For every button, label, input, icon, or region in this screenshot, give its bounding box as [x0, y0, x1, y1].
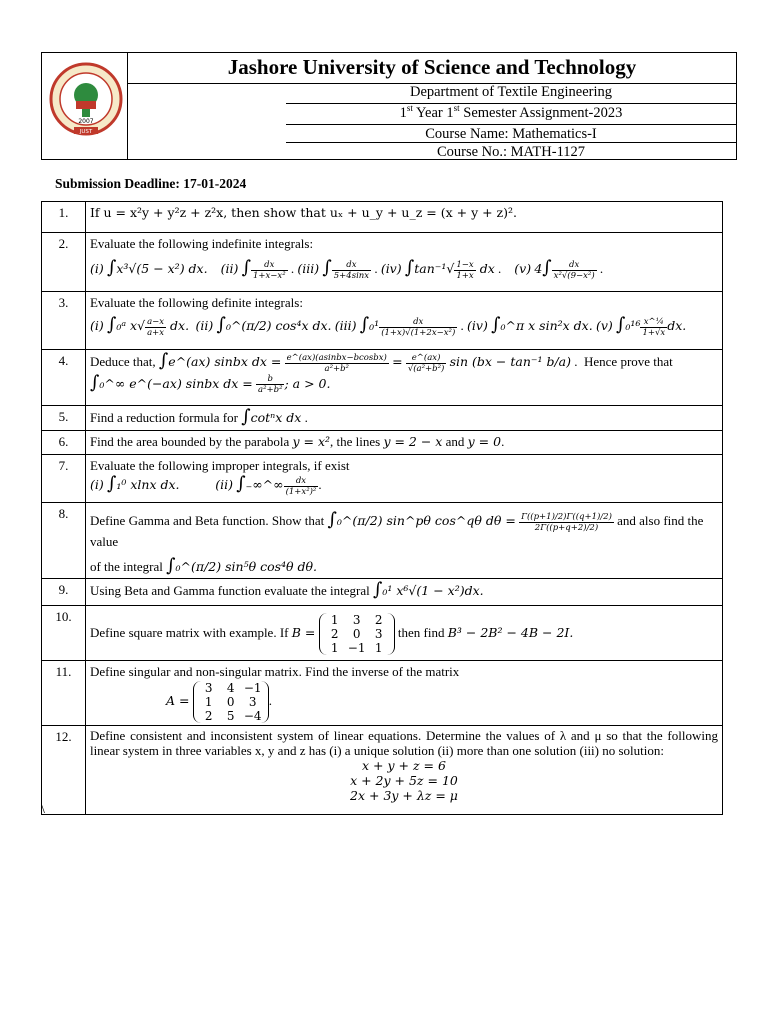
department-name: Department of Textile Engineering — [409, 84, 613, 100]
question-text: Evaluate the following indefinite integrals: (i) ∫x³√(5 − x²) dx. (ii) ∫ $\frac{dx}{\text{1+x−x²}}$ . (iii) ∫ $\frac{dx}{5+4\sin x}$ . (iv) ∫tan⁻¹√ $\frac{1-x}{1+x}$ dx . (v) 4∫ $\frac{dx}{\text{x²√(9−x²)}}$ . — [85, 233, 722, 292]
table-row — [42, 455, 723, 503]
question-number: 8. — [42, 503, 86, 579]
question-text: Using Beta and Gamma function evaluate the integral ∫₀¹ x⁶√(1 − x²)dx. — [85, 578, 722, 605]
semester-row: 1st Year 1st Semester Assignment-2023 — [286, 103, 736, 123]
question-number: 7. — [42, 455, 86, 503]
question-text: Evaluate the following definite integrals: (i) ∫₀ᵃ x√ $\frac{a-x}{a+x}$ dx. (ii) ∫₀^(π/2) cos⁴x dx. (iii) ∫₀¹ $\frac{dx}{\text{(1+x)√(1+2x−x²)}}$ . (iv) ∫₀^π x sin²x dx. (v) ∫₀¹⁶ $\frac{\text{x\textasciicircum{}¼}}{1+√x}$ dx. — [85, 292, 722, 350]
table-row — [42, 406, 723, 431]
question-number: 2. — [42, 233, 86, 292]
question-text: Find the area bounded by the parabola y = x², the lines y = 2 − x and y = 0. — [85, 431, 722, 455]
logo-cell — [42, 53, 128, 159]
table-row — [42, 660, 723, 725]
table-row — [42, 725, 723, 814]
svg-text:2007: 2007 — [78, 118, 94, 125]
integrals-list: (i) ∫₀ᵃ x√ $\frac{a-x}{a+x}$ dx. (ii) ∫₀^(π/2) cos⁴x dx. (iii) ∫₀¹ $\frac{dx}{\text{(1+x)√(1+2x−x²)}}$ . (iv) ∫₀^π x sin²x dx. (v) ∫₀¹⁶ $\frac{\text{x\textasciicircum{}¼}}{1+√x}$ dx. — [89, 314, 687, 338]
question-number: 11. — [42, 660, 86, 725]
question-number: 4. — [42, 350, 86, 406]
question-text: Define Gamma and Beta function. Show that ∫₀^(π/2) sin^pθ cos^qθ dθ = $\frac{\Gamma((p+1)/2)\Gamma((q+1)/2)}{2\Gamma((p+q+2)/2)}$ and also find the value of the integral ∫₀^(π/2) sin⁵θ cos⁴θ dθ. — [85, 503, 722, 579]
equation: x + y + z = 6 — [362, 757, 446, 773]
matrix-a: 3 4 −1 1 0 3 2 5 −4 — [193, 681, 269, 723]
questions-table — [41, 201, 723, 815]
submission-deadline: Submission Deadline: 17-01-2024 — [55, 176, 247, 191]
table-row — [42, 578, 723, 605]
question-number: 12. — [42, 725, 86, 814]
equation: 2x + 3y + λz = μ — [350, 787, 458, 803]
matrix-b: 1 3 2 2 0 3 1 −1 1 — [319, 613, 395, 655]
department-row — [286, 83, 736, 102]
table-row — [42, 503, 723, 579]
header-box — [41, 52, 737, 160]
question-text: Define singular and non-singular matrix. Find the inverse of the matrix A = 3 4 −1 1 0 3 2 5 −4 . — [85, 660, 722, 725]
table-row — [42, 350, 723, 406]
question-text: If u = x²y + y²z + z²x, then show that uₓ + u_y + u_z = (x + y + z)². — [85, 202, 722, 233]
question-number: 5. — [42, 406, 86, 431]
question-number: 3. — [42, 292, 86, 350]
course-no-row — [286, 142, 736, 162]
question-text: Find a reduction formula for ∫cotⁿx dx . — [85, 406, 722, 431]
course-name: Course Name: Mathematics-I — [425, 126, 597, 142]
course-name-row — [286, 124, 736, 144]
table-row — [42, 233, 723, 292]
table-row — [42, 292, 723, 350]
question-text: Define consistent and inconsistent system of linear equations. Determine the values of λ and μ so that the following linear system in three variables x, y and z has (i) a unique solution (ii) more than one solution (iii) no solution: x + y + z = 6 x + 2y + 5z = 10 2x + 3y + λz = μ — [85, 725, 722, 814]
question-number: 10. — [42, 605, 86, 660]
question-text: Deduce that, ∫e^(ax) sinbx dx = $\frac{\text{e\textasciicircum{}(ax)(asinbx−bcosbx)}}{\text{a²+b²}}$ = $\frac{e\^{}(ax)}{\text{√(a²+b²)}}$ sin (bx − tan⁻¹ b/a) . Hence prove that ∫₀^∞ e^(−ax) sinbx dx = $\frac{b}{\text{a²+b²}}$ ; a > 0. — [85, 350, 722, 406]
integrals-list: (i) ∫x³√(5 − x²) dx. (ii) ∫ $\frac{dx}{\text{1+x−x²}}$ . (iii) ∫ $\frac{dx}{5+4\sin x}$ . (iv) ∫tan⁻¹√ $\frac{1-x}{1+x}$ dx . (v) 4∫ $\frac{dx}{\text{x²√(9−x²)}}$ . — [89, 257, 604, 281]
table-row — [42, 431, 723, 455]
equation: x + 2y + 5z = 10 — [350, 772, 458, 788]
course-number: Course No.: MATH-1127 — [436, 144, 586, 160]
table-row — [42, 202, 723, 233]
title-row — [128, 53, 736, 84]
university-title: Jashore University of Science and Technology — [227, 55, 637, 79]
university-logo — [48, 57, 124, 153]
question-text: Define square matrix with example. If B = 1 3 2 2 0 3 1 −1 1 then find B³ − 2B² − 4B − 2I. — [85, 605, 722, 660]
table-row — [42, 605, 723, 660]
question-text: Evaluate the following improper integrals, if exist (i) ∫₁⁰ xlnx dx. (ii) ∫₋∞^∞ $\frac{dx}{\text{(1+x²)²}}$ . — [85, 455, 722, 503]
svg-text:JUST: JUST — [79, 129, 93, 135]
question-number: 9. — [42, 578, 86, 605]
question-number: 1. — [42, 202, 86, 233]
question-number: 6. — [42, 431, 86, 455]
footer-mark: \ — [41, 802, 45, 817]
